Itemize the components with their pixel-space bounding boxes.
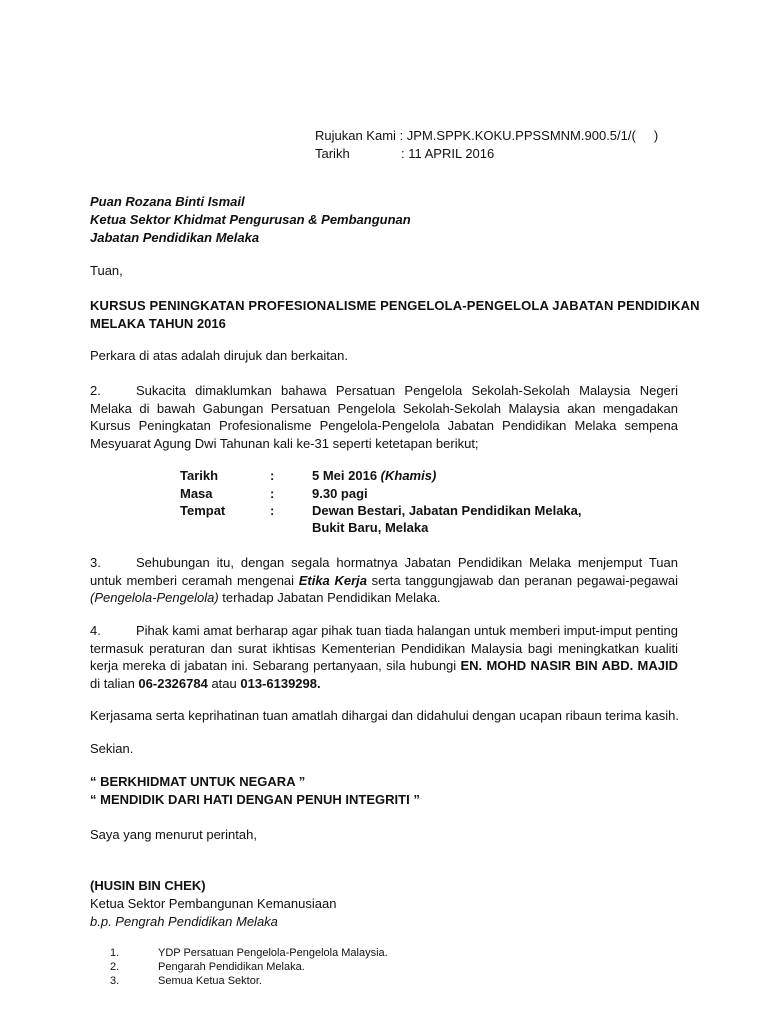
detail-venue-label: Tempat — [180, 503, 226, 518]
subject-line-1: KURSUS PENINGKATAN PROFESIONALISME PENGELOLA-PENGELOLA JABATAN PENDIDIKAN — [90, 298, 700, 313]
date-label: Tarikh — [315, 146, 350, 161]
reference-number-row: Rujukan Kami : JPM.SPPK.KOKU.PPSSMNM.900.5/1/( ) — [315, 128, 659, 143]
group-emphasis: (Pengelola-Pengelola) — [90, 590, 219, 605]
detail-date-value: 5 Mei 2016 — [312, 468, 378, 483]
contact-phone-1: 06-2326784 — [138, 675, 208, 691]
subject-line-2: MELAKA TAHUN 2016 — [90, 316, 226, 331]
cc-number: 1. — [110, 947, 120, 959]
signatory-position: Ketua Sektor Pembangunan Kemanusiaan — [90, 896, 337, 911]
detail-time-label: Masa — [180, 486, 213, 501]
cc-number: 3. — [110, 975, 120, 987]
signatory-on-behalf: b.p. Pengrah Pendidikan Melaka — [90, 914, 278, 929]
detail-venue-line-1: Dewan Bestari, Jabatan Pendidikan Melaka, — [312, 503, 582, 518]
signatory-block — [90, 877, 336, 931]
detail-time-value: 9.30 pagi — [312, 486, 368, 501]
cc-text: YDP Persatuan Pengelola-Pengelola Malaysia. — [158, 947, 388, 959]
detail-venue-line-2: Bukit Baru, Melaka — [312, 520, 429, 535]
contact-phone-2: 013-6139298. — [240, 675, 321, 691]
cc-number: 2. — [110, 961, 120, 973]
reference-date-row: Tarikh : 11 APRIL 2016 — [315, 146, 495, 161]
paragraph-4: 4. Pihak kami amat berharap agar pihak tuan tiada halangan untuk memberi imput-imput penting termasuk peraturan dan surat ikhtisas Kementerian Pendidikan Malaysia bagi meningkatkan kualiti kerja mereka di jabatan ini. Sebarang pertanyaan, sila hubungi EN. MOHD NASIR BIN ABD. MAJID di talian 06-2326784 atau 013-6139298. — [90, 623, 678, 691]
cc-text: Pengarah Pendidikan Melaka. — [158, 961, 305, 973]
paragraph-3: 3. Sehubungan itu, dengan segala hormatnya Jabatan Pendidikan Melaka menjemput Tuan untuk memberi ceramah mengenai Etika Kerja serta tanggungjawab dan peranan pegawai-pegawai (Pengelola-Pengelola) terhadap Jabatan Pendidikan Melaka. — [90, 555, 678, 605]
recipient-department: Jabatan Pendidikan Melaka — [90, 230, 260, 245]
cc-item-1 — [110, 947, 388, 960]
motto-line-1: “ BERKHIDMAT UNTUK NEGARA ” — [90, 774, 306, 789]
reference-label: Rujukan Kami — [315, 128, 396, 143]
recipient-block — [90, 193, 411, 247]
contact-person: EN. MOHD NASIR BIN ABD. MAJID — [460, 658, 678, 673]
recipient-name: Puan Rozana Binti Ismail — [90, 194, 245, 209]
letter-page: Rujukan Kami : JPM.SPPK.KOKU.PPSSMNM.900.5/1/( ) Tarikh : 11 APRIL 2016 Puan Rozana Binti Ismail Ketua Sektor Khidmat Pengurusan & Pembangunan Jabatan Pendidikan Melaka Tuan, KURSUS PENINGKATAN PROFESIONALISME PENGELOLA-PENGELOLA JABATAN PENDIDIKAN MELAKA TAHUN 2016 Perkara di atas adalah dirujuk dan berkaitan. 2. Sukacita dimaklumkan bahawa Persatuan Pengelola Sekolah-Sekolah Malaysia Negeri Melaka di bawah Gabungan Persatuan Pengelola Sekolah-Sekolah Malaysia akan mengadakan Kursus Peningkatan Profesionalisme Pengelola-Pengelola Jabatan Pendidikan Melaka sempena Mesyuarat Agung Dwi Tahunan kali ke-31 seperti ketetapan berikut; Tarikh : 5 Mei 2016 (Khamis) Masa : 9.30 pagi Tempat : Dewan Bestari, Jabatan Pendidikan Melaka, Bukit Baru, Melaka 3. Sehubungan itu, dengan segala hormatnya Jabatan Pendidikan Melaka menjemput Tuan untuk memberi ceramah mengenai Etika Kerja serta tanggungjawab dan peranan pegawai-pegawai (Pengelola-Pengelola) terhadap Jabatan Pendidikan Melaka. 4. Pihak kami amat berharap agar pihak tuan tiada halangan untuk memberi imput-imput penting termasuk peraturan dan surat ikhtisas Kementerian Pendidikan Malaysia bagi meningkatkan kualiti kerja mereka di jabatan ini. Sebarang pertanyaan, sila hubungi EN. MOHD NASIR BIN ABD. MAJID di talian 06-2326784 atau 013-6139298. Kerjasama serta keprihatinan tuan amatlah dihargai dan didahului dengan ucapan ribaun terima kasih. Sekian. “ BERKHIDMAT UNTUK NEGARA ” “ MENDIDIK DARI HATI DENGAN PENUH INTEGRITI ” Saya yang menurut perintah, (HUSIN BIN CHEK) Ketua Sektor Pembangunan Kemanusiaan b.p. Pengrah Pendidikan Melaka 1. YDP Persatuan Pengelola-Pengelola Malaysia. 2. Pengarah Pendidikan Melaka. 3. Semua Ketua Sektor. — [90, 128, 700, 987]
thanks-paragraph: Kerjasama serta keprihatinan tuan amatlah dihargai dan didahului dengan ucapan ribaun terima kasih. — [90, 708, 679, 723]
detail-date-label: Tarikh — [180, 468, 219, 483]
cc-text: Semua Ketua Sektor. — [158, 975, 262, 987]
intro-paragraph: Perkara di atas adalah dirujuk dan berkaitan. — [90, 348, 348, 363]
paragraph-2 — [90, 382, 678, 452]
cc-item-3 — [110, 975, 262, 988]
reference-value: JPM.SPPK.KOKU.PPSSMNM.900.5/1/( ) — [406, 128, 659, 143]
recipient-title: Ketua Sektor Khidmat Pengurusan & Pembangunan — [90, 212, 411, 227]
cc-item-2 — [110, 961, 305, 974]
subject — [90, 297, 700, 333]
motto-line-2: “ MENDIDIK DARI HATI DENGAN PENUH INTEGRITI ” — [90, 792, 420, 807]
closing: Sekian. — [90, 741, 134, 756]
topic-emphasis: Etika Kerja — [298, 572, 367, 588]
paragraph-3-number: 3. — [90, 555, 101, 570]
sign-off: Saya yang menurut perintah, — [90, 827, 257, 842]
paragraph-2-number: 2. — [90, 383, 101, 398]
signatory-name: (HUSIN BIN CHEK) — [90, 878, 206, 893]
reference-block — [315, 127, 658, 163]
detail-date-day: (Khamis) — [380, 468, 437, 483]
paragraph-2-text: Sukacita dimaklumkan bahawa Persatuan Pengelola Sekolah-Sekolah Malaysia Negeri Melaka di bawah Gabungan Persatuan Pengelola Sekolah-Sekolah Malaysia akan mengadakan Kursus Peningkatan Profesionalisme Pengelola-Pengelola Jabatan Pendidikan Melaka sempena Mesyuarat Agung Dwi Tahunan kali ke-31 seperti ketetapan berikut; — [90, 383, 678, 451]
mottos — [90, 773, 420, 809]
paragraph-4-number: 4. — [90, 623, 101, 638]
date-value: 11 APRIL 2016 — [408, 146, 495, 161]
salutation: Tuan, — [90, 263, 123, 278]
